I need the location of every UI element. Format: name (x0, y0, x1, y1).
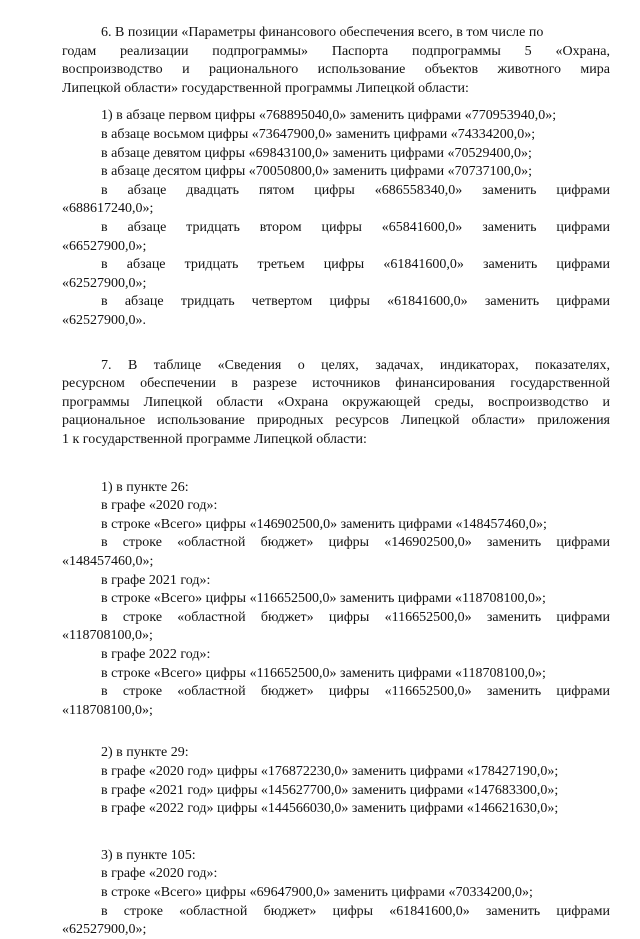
point29-line: в графе «2020 год» цифры «176872230,0» заменить цифрами «178427190,0»; (101, 764, 559, 779)
section6-item: в абзаце тридцать втором цифры «65841600,0» заменить цифрами (101, 220, 610, 235)
section6-item: в абзаце тридцать четвертом цифры «61841600,0» заменить цифрами (101, 294, 610, 310)
point26-line: в строке «областной бюджет» цифры «116652500,0» заменить цифрами (101, 684, 610, 700)
point26-line: в графе «2020 год»: (101, 498, 218, 514)
section6-item: «66527900,0»; (62, 238, 147, 254)
point26-line: в строке «Всего» цифры «116652500,0» заменить цифрами «118708100,0»; (101, 591, 546, 607)
point29-line: 2) в пункте 29: (101, 745, 189, 761)
point29-line: в графе «2021 год» цифры «145627700,0» заменить цифрами «147683300,0»; (101, 782, 559, 798)
section6-item: в абзаце десятом цифры «70050800,0» заменить цифрами «70737100,0»; (101, 164, 533, 180)
section6-item: в абзаце девятом цифры «69843100,0» заменить цифрами «70529400,0»; (101, 145, 532, 161)
point26-line: в строке «Всего» цифры «146902500,0» заменить цифрами «148457460,0»; (101, 516, 547, 532)
section6-item: «62527900,0». (62, 313, 146, 328)
section6-line-4: Липецкой области» государственной программы Липецкой области: (62, 80, 469, 96)
point26-line: «118708100,0»; (62, 702, 153, 718)
section6-item: в абзаце двадцать пятом цифры «686558340,0» заменить цифрами (101, 182, 610, 198)
section7-line: 7. В таблице «Сведения о целях, задачах, индикаторах, показателях, (101, 357, 610, 373)
point26-line: в строке «областной бюджет» цифры «116652500,0» заменить цифрами (101, 609, 610, 625)
section6-item: в абзаце восьмом цифры «73647900,0» заменить цифрами «74334200,0»; (101, 127, 536, 142)
point26-line: «148457460,0»; (62, 554, 154, 569)
point26-line: в графе 2021 год»: (101, 572, 211, 588)
section6-line-2: годам реализации подпрограммы» Паспорта подпрограммы 5 «Охрана, (62, 43, 610, 59)
point105-line: «62527900,0»; (62, 922, 147, 938)
point105-line: в графе «2020 год»: (101, 866, 218, 882)
point26-line: в графе 2022 год»: (101, 647, 211, 662)
point26-line: в строке «Всего» цифры «116652500,0» заменить цифрами «118708100,0»; (101, 665, 546, 681)
section7-line: 1 к государственной программе Липецкой области: (62, 432, 367, 447)
section7-line: ресурсном обеспечении в разрезе источников финансирования государственной (62, 376, 610, 392)
section6-item: «62527900,0»; (62, 275, 147, 291)
section6-item: 1) в абзаце первом цифры «768895040,0» заменить цифрами «770953940,0»; (101, 108, 557, 124)
point26-line: в строке «областной бюджет» цифры «146902500,0» заменить цифрами (101, 535, 610, 551)
point26-line: «118708100,0»; (62, 628, 153, 644)
point105-line: в строке «Всего» цифры «69647900,0» заменить цифрами «70334200,0»; (101, 885, 533, 900)
section7-line: рациональное использование природных ресурсов Липецкой области» приложения (62, 413, 610, 429)
point29-line: в графе «2022 год» цифры «144566030,0» заменить цифрами «146621630,0»; (101, 801, 559, 817)
point105-line: 3) в пункте 105: (101, 847, 196, 863)
section6-line-1: 6. В позиции «Параметры финансового обеспечения всего, в том числе по (101, 25, 544, 40)
section6-item: в абзаце тридцать третьем цифры «61841600,0» заменить цифрами (101, 257, 610, 273)
point26-line: 1) в пункте 26: (101, 479, 189, 495)
section6-line-3: воспроизводство и рационального использование объектов животного мира (62, 62, 610, 78)
section7-line: программы Липецкой области «Охрана окружающей среды, воспроизводство и (62, 394, 610, 410)
section6-item: «688617240,0»; (62, 201, 154, 217)
point105-line: в строке «областной бюджет» цифры «61841600,0» заменить цифрами (101, 903, 610, 919)
